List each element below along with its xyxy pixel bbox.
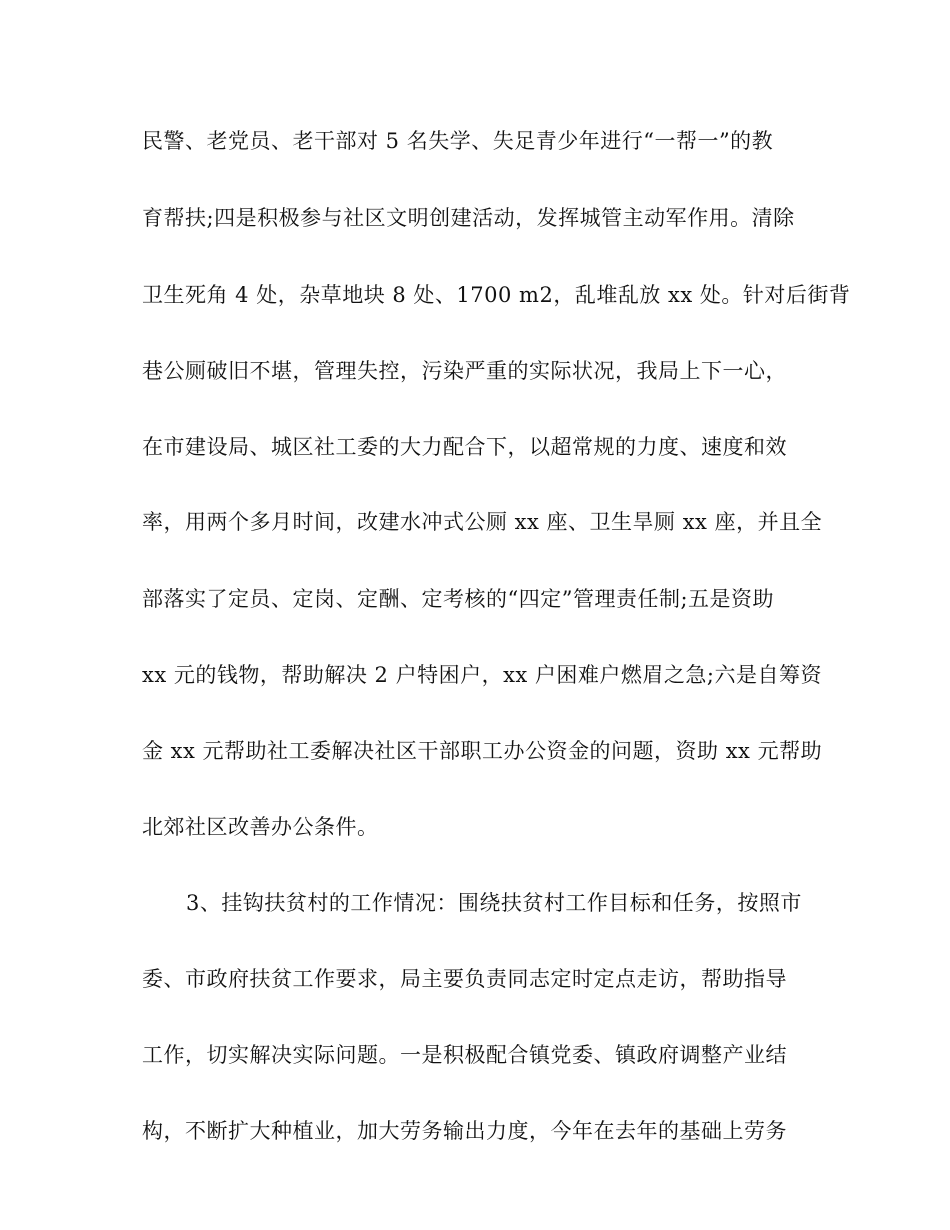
text-line-12: 委、市政府扶贫工作要求，局主要负责同志定时定点走访，帮助指导	[142, 967, 787, 991]
text-line-2: 育帮扶;四是积极参与社区文明创建活动，发挥城管主动军作用。清除	[142, 206, 795, 230]
text-line-3: 卫生死角 4 处，杂草地块 8 处、1700 m2，乱堆乱放 xx 处。针对后街背	[142, 283, 851, 307]
text-line-6: 率，用两个多月时间，改建水冲式公厕 xx 座、卫生旱厕 xx 座，并且全	[142, 510, 823, 534]
text-line-8: xx 元的钱物，帮助解决 2 户特困户，xx 户困难户燃眉之急;六是自筹资	[142, 663, 823, 687]
text-line-13: 工作，切实解决实际问题。一是积极配合镇党委、镇政府调整产业结	[142, 1043, 787, 1067]
text-line-9: 金 xx 元帮助社工委解决社区干部职工办公资金的问题，资助 xx 元帮助	[142, 739, 823, 763]
text-line-5: 在市建设局、城区社工委的大力配合下，以超常规的力度、速度和效	[142, 435, 787, 459]
text-line-7: 部落实了定员、定岗、定酬、定考核的“四定”管理责任制;五是资助	[142, 587, 775, 611]
text-line-14: 构，不断扩大种植业，加大劳务输出力度，今年在去年的基础上劳务	[142, 1119, 787, 1143]
text-line-11: 3、挂钩扶贫村的工作情况：围绕扶贫村工作目标和任务，按照市	[186, 891, 802, 915]
text-line-1: 民警、老党员、老干部对 5 名失学、失足青少年进行“一帮一”的教	[142, 129, 774, 153]
text-line-4: 巷公厕破旧不堪，管理失控，污染严重的实际状况，我局上下一心，	[142, 359, 787, 383]
text-line-10: 北郊社区改善办公条件。	[142, 815, 379, 839]
